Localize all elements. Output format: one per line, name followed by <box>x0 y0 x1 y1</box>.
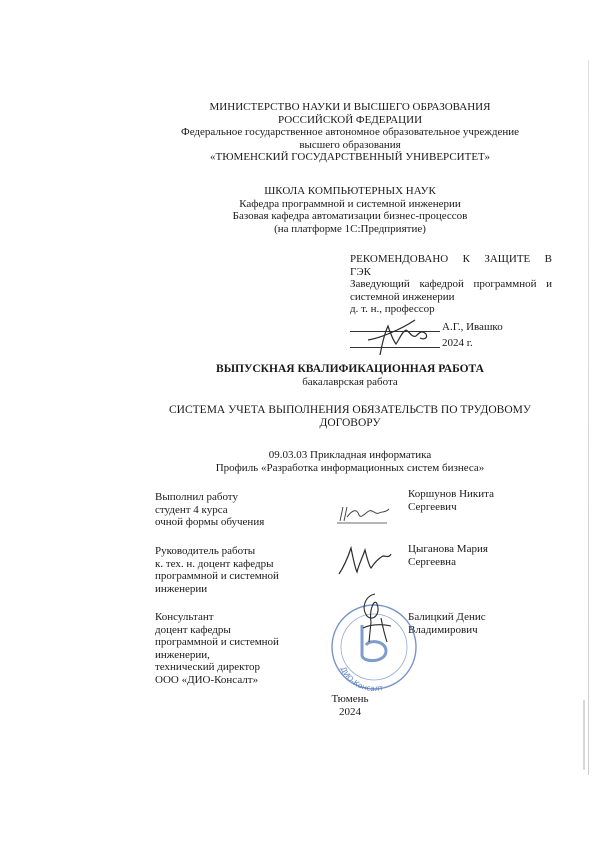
scan-edge <box>588 60 589 775</box>
scan-edge-mark <box>583 700 585 770</box>
student-name <box>408 488 494 513</box>
city: Тюмень <box>331 693 369 705</box>
footer-year: 2024 <box>339 705 361 718</box>
role-line: ООО «ДИО-Консалт» <box>155 673 259 686</box>
header-line: РОССИЙСКОЙ ФЕДЕРАЦИИ <box>277 113 423 126</box>
role-line: студент 4 курса <box>155 503 228 516</box>
ministry-header <box>150 101 550 164</box>
role-line: инженерии, <box>155 648 210 661</box>
name-line: Владимирович <box>408 623 478 636</box>
header-line: высшего образования <box>299 138 401 151</box>
role-line: Консультант <box>155 611 214 623</box>
supervisor-role <box>155 545 279 595</box>
department-name: Кафедра программной и системной инженерии <box>239 197 461 210</box>
profile-name: Профиль «Разработка информационных систем бизнеса» <box>215 461 485 474</box>
name-line: Цыганова Мария <box>408 543 488 555</box>
school-name: ШКОЛА КОМПЬЮТЕРНЫХ НАУК <box>264 185 436 197</box>
head-signer-name: А.Г., Ивашко <box>442 321 503 333</box>
work-title-block <box>150 363 550 388</box>
svg-text:ДИО-Консалт <box>339 665 385 693</box>
head-title-line: Заведующий кафедрой программной и <box>350 278 552 290</box>
role-line: программной и системной <box>155 636 279 648</box>
recommendation-line: ГЭК <box>350 265 371 278</box>
name-line: Балицкий Денис <box>408 611 486 623</box>
direction-code: 09.03.03 Прикладная информатика <box>268 449 432 461</box>
name-line: Сергеевна <box>408 555 456 568</box>
supervisor-signature <box>335 540 395 580</box>
school-block <box>150 185 550 235</box>
role-line: технический директор <box>155 661 260 673</box>
consultant-role <box>155 611 279 686</box>
work-level: бакалаврская работа <box>302 375 398 388</box>
header-line: МИНИСТЕРСТВО НАУКИ И ВЫСШЕГО ОБРАЗОВАНИЯ <box>209 101 491 113</box>
role-line: Выполнил работу <box>155 491 238 503</box>
work-type: ВЫПУСКНАЯ КВАЛИФИКАЦИОННАЯ РАБОТА <box>216 363 484 375</box>
base-department: Базовая кафедра автоматизации бизнес-процессов <box>232 210 468 222</box>
recommendation-block <box>350 253 552 316</box>
topic-line: ДОГОВОРУ <box>319 416 381 429</box>
student-signature <box>335 503 395 528</box>
specialty-block <box>150 449 550 474</box>
head-title-line: системной инженерии <box>350 290 455 303</box>
head-signature <box>360 310 440 360</box>
name-line: Сергеевич <box>408 500 457 513</box>
thesis-topic <box>150 404 550 429</box>
student-role <box>155 491 264 529</box>
approval-year: 2024 г. <box>442 337 473 349</box>
role-line: к. тех. н. доцент кафедры <box>155 557 274 570</box>
university-name: «ТЮМЕНСКИЙ ГОСУДАРСТВЕННЫЙ УНИВЕРСИТЕТ» <box>210 151 490 163</box>
role-line: Руководитель работы <box>155 545 256 557</box>
topic-line: СИСТЕМА УЧЕТА ВЫПОЛНЕНИЯ ОБЯЗАТЕЛЬСТВ ПО ТРУДОВОМУ <box>169 404 531 416</box>
role-line: инженерии <box>155 582 208 595</box>
name-line: Коршунов Никита <box>408 488 494 500</box>
recommendation-line: РЕКОМЕНДОВАНО К ЗАЩИТЕ В <box>350 253 552 265</box>
header-line: Федеральное государственное автономное образовательное учреждение <box>181 126 519 138</box>
supervisor-name <box>408 543 488 568</box>
footer-block <box>300 693 400 718</box>
role-line: доцент кафедры <box>155 623 231 636</box>
consultant-signature <box>345 588 405 648</box>
stamp-text: ДИО-Консалт <box>338 665 385 694</box>
role-line: программной и системной <box>155 570 279 582</box>
platform-note: (на платформе 1С:Предприятие) <box>274 222 426 235</box>
role-line: очной формы обучения <box>155 516 265 528</box>
head-degree: д. т. н., профессор <box>350 303 435 315</box>
